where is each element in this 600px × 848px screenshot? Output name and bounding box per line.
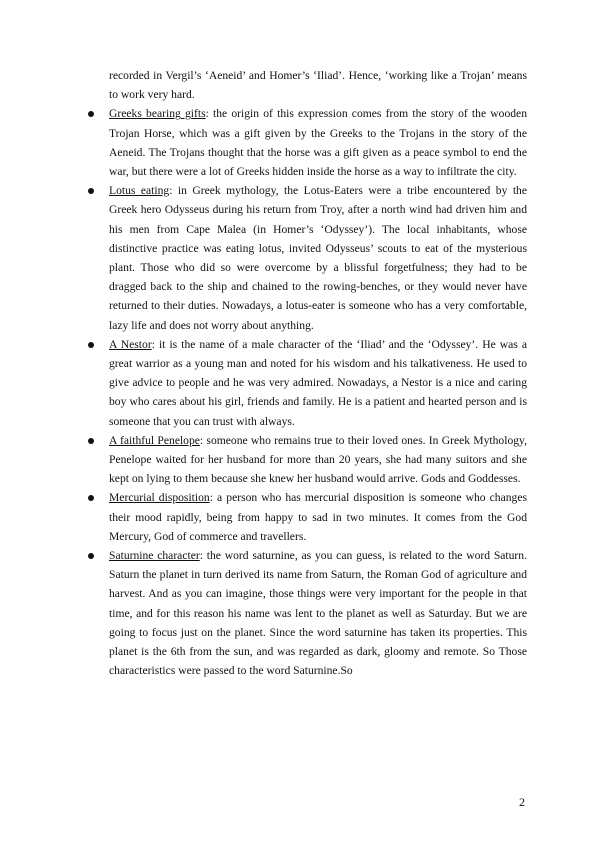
bullet-icon — [88, 188, 94, 194]
term-description: : the origin of this expression comes from the story of the wooden Trojan Horse, which was a gift given by the Greeks to the Trojans in the story of the Aeneid. The Trojans thought that the horse was a gift given as a peace symbol to end the war, but there were a lot of Greeks hidden inside the horse as a way to infiltrate the city. — [109, 107, 527, 179]
term-description: : it is the name of a male character of the ‘Iliad’ and the ‘Odyssey’. He was a great warrior as a young man and noted for his wisdom and his talkativeness. He used to give advice to people and he was very admired. Nowadays, a Nestor is a nice and caring boy who cares about his girl, friends and family. He is a patient and hearted person and is someone that you can trust with always. — [109, 337, 527, 428]
term-description: : in Greek mythology, the Lotus-Eaters were a tribe encountered by the Greek hero Odysseus during his return from Troy, after a north wind had driven him and his men from Cape Malea (in Homer’s ‘Odyssey’). The local inhabitants, whose distinctive practice was eating lotus, invited Odysseus’ scouts to eat of the mysterious plant. Those who did so were overcome by a blissful forgetfulness; they had to be dragged back to the ship and chained to the rowing-benches, or they would never have returned to their duties. Nowadays, a lotus-eater is someone who has a very comfortable, lazy life and does not worry about anything. — [109, 184, 527, 332]
term-label: Mercurial disposition — [109, 491, 210, 505]
list-item-greeks-bearing-gifts — [109, 104, 527, 181]
term-description: : the word saturnine, as you can guess, is related to the word Saturn. Saturn the planet in turn derived its name from Saturn, the Roman God of agriculture and harvest. And as you can imagine, those things were very important for the people in that time, and for this reason his name was lent to the planet as well as Saturday. But we are going to focus just on the planet. Since the word saturnine has taken its properties. This planet is the 6th from the sun, and was regarded as dark, gloomy and remote. So Those characteristics were passed to the word Saturnine.So — [109, 549, 527, 678]
term-label: Lotus eating — [109, 184, 170, 198]
bullet-icon — [88, 438, 94, 444]
term-label: Greeks bearing gifts — [109, 107, 206, 121]
page-body — [109, 66, 527, 681]
bullet-icon — [88, 342, 94, 348]
term-label: Saturnine character — [109, 549, 200, 563]
term-description: : someone who remains true to their loved ones. In Greek Mythology, Penelope waited for her husband for more than 20 years, she had many suitors and she kept on lying to them because she knew her husband would arrive. Gods and Goddesses. — [109, 433, 527, 486]
list-item-saturnine-character — [109, 546, 527, 680]
list-item-a-faithful-penelope — [109, 431, 527, 489]
intro-continuation-paragraph: recorded in Vergil’s ‘Aeneid’ and Homer’s ‘Iliad’. Hence, ‘working like a Trojan’ means to work very hard. — [109, 69, 527, 102]
bullet-icon — [88, 111, 94, 117]
term-label: A faithful Penelope — [109, 433, 200, 447]
bullet-icon — [88, 495, 94, 501]
term-description: : a person who has mercurial disposition is someone who changes their mood rapidly, being from happy to sad in two minutes. It comes from the God Mercury, God of commerce and travellers. — [109, 491, 527, 543]
page-number: 2 — [519, 795, 525, 809]
idiom-list — [109, 104, 527, 680]
bullet-icon — [88, 553, 94, 559]
list-item-lotus-eating — [109, 181, 527, 335]
list-item-a-nestor — [109, 335, 527, 431]
term-label: A Nestor — [109, 337, 152, 351]
list-item-mercurial-disposition — [109, 488, 527, 546]
